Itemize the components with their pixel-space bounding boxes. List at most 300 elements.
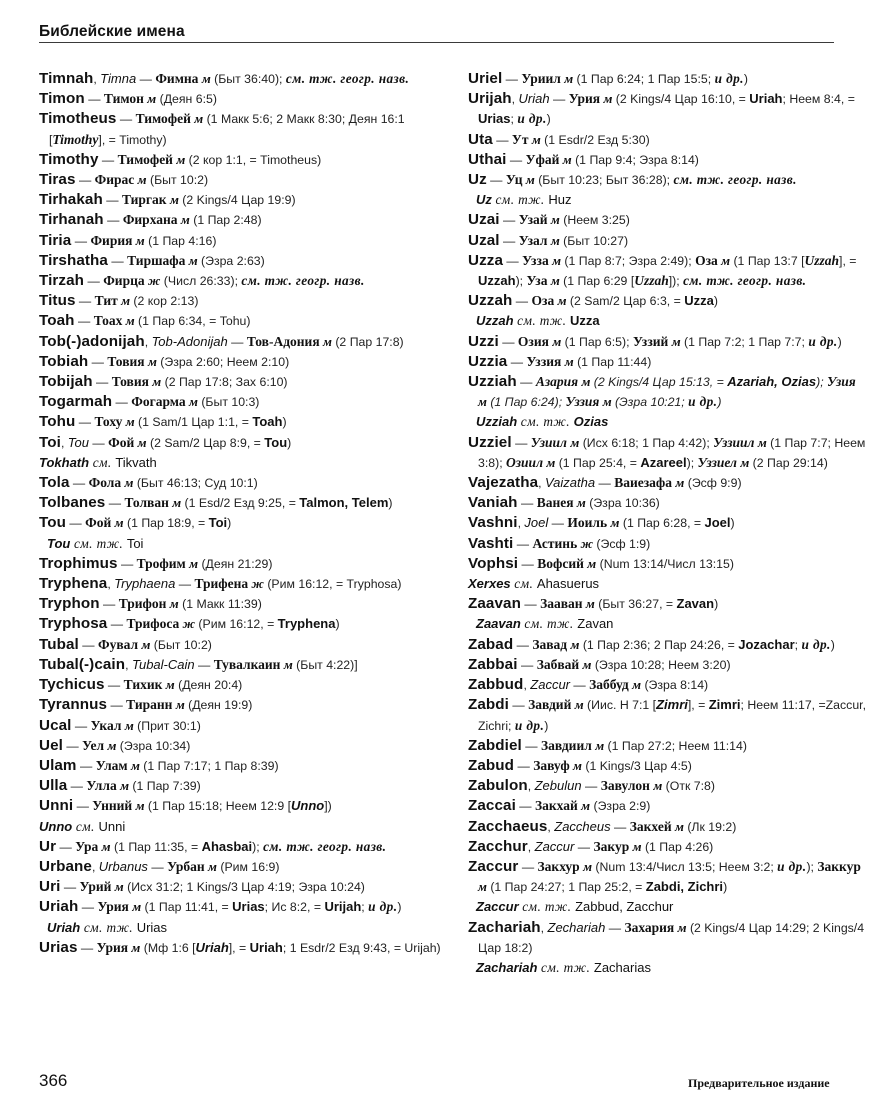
russian-name: Ут bbox=[511, 131, 532, 147]
dictionary-entry bbox=[468, 433, 868, 473]
headword: Tolbanes bbox=[39, 494, 106, 512]
russian-name: Унний bbox=[92, 798, 136, 814]
headword: Tubal bbox=[39, 635, 79, 653]
note-abbreviation: см. тж. геогр. назв. bbox=[285, 71, 410, 86]
headword: Zabbai bbox=[468, 655, 518, 673]
headword: Zachariah bbox=[468, 918, 541, 936]
reference-text: (1 Макк 5:6; 2 Макк 8:30; Деян 16:1 [ bbox=[49, 112, 405, 147]
dictionary-entry bbox=[39, 695, 444, 715]
russian-name: Трофим bbox=[136, 555, 190, 571]
headword: Tryphon bbox=[39, 595, 100, 613]
reference-text: — bbox=[62, 738, 83, 753]
reference-text: — bbox=[499, 213, 519, 228]
reference-text: — bbox=[77, 940, 97, 955]
target-name: Zabbud, Zacchur bbox=[575, 899, 674, 915]
variant-spelling: Uriah bbox=[518, 91, 550, 107]
dictionary-entry bbox=[39, 493, 444, 513]
reference-text: — bbox=[71, 233, 91, 248]
reference-text: — bbox=[498, 334, 518, 349]
headword: Zabbud bbox=[468, 676, 524, 694]
russian-name: Ваиезафа bbox=[614, 475, 676, 491]
reference-text: (1 Пар 6:28, = bbox=[619, 516, 705, 531]
russian-name: Толван bbox=[124, 495, 173, 511]
gender-marker: м bbox=[124, 475, 134, 491]
gender-marker: м bbox=[180, 212, 190, 228]
headword: Uzzi bbox=[468, 332, 499, 350]
reference-text: (1 Пар 2:36; 2 Пар 24:26, = bbox=[579, 637, 739, 652]
headword-italic: Uzziah bbox=[476, 414, 521, 430]
dictionary-entry bbox=[39, 291, 444, 311]
gender-marker: м bbox=[194, 111, 204, 127]
reference-text: — bbox=[175, 577, 195, 592]
headword: Timotheus bbox=[39, 110, 117, 128]
headword: Zaccai bbox=[468, 797, 516, 815]
headword-italic: Tou bbox=[47, 535, 74, 551]
reference-text: — bbox=[548, 516, 568, 531]
reference-text: — bbox=[75, 173, 95, 188]
bracketed-variant: Uzzah bbox=[804, 252, 840, 268]
headword: Tola bbox=[39, 474, 70, 492]
russian-name: Трифон bbox=[118, 596, 170, 612]
reference-text: — bbox=[513, 536, 533, 551]
reference-text: — bbox=[75, 294, 95, 309]
cross-reference-entry bbox=[39, 817, 444, 837]
reference-text: — bbox=[227, 334, 247, 349]
dictionary-entry bbox=[39, 776, 444, 796]
russian-name: Заббуд bbox=[589, 677, 633, 693]
dictionary-entry bbox=[468, 857, 868, 897]
gender-marker: ж bbox=[148, 273, 161, 289]
dictionary-entry bbox=[468, 332, 868, 352]
bracketed-variant: Uzzah bbox=[634, 273, 669, 289]
dictionary-entry bbox=[468, 796, 868, 816]
cross-reference: Jozachar bbox=[738, 636, 795, 652]
gender-marker: м bbox=[550, 232, 560, 248]
gender-marker: м bbox=[582, 656, 592, 672]
russian-name: Фогарма bbox=[131, 394, 189, 410]
reference-text: (2 Пар 17:8; Зах 6:10) bbox=[161, 375, 288, 390]
headword: Vophsi bbox=[468, 554, 519, 572]
dictionary-entry bbox=[468, 817, 868, 837]
gender-marker: м bbox=[114, 879, 124, 895]
reference-text: (1 Пар 4:26) bbox=[641, 839, 714, 854]
headword: Tryphosa bbox=[39, 615, 108, 633]
headword: Titus bbox=[39, 292, 76, 310]
variant-spelling: Zaccur bbox=[534, 838, 575, 854]
gender-marker: м bbox=[169, 192, 179, 208]
see-also-label: см. тж. bbox=[524, 616, 578, 632]
reference-text: ) bbox=[287, 435, 292, 450]
dictionary-entry bbox=[39, 433, 444, 453]
reference-text: , bbox=[540, 920, 548, 935]
cross-reference: Urijah bbox=[324, 899, 362, 915]
gender-marker: ж bbox=[580, 535, 593, 551]
reference-text: (1 Пар 6:5); bbox=[561, 334, 633, 349]
dictionary-entry bbox=[468, 736, 868, 756]
reference-text: ; Неем 8:4, = bbox=[782, 92, 855, 107]
headword: Tirhakah bbox=[39, 191, 103, 209]
gender-marker: м bbox=[131, 939, 141, 955]
headword: Zabdi bbox=[468, 696, 509, 714]
russian-name: Тоах bbox=[93, 313, 126, 329]
reference-text: (Быт 46:13; Суд 10:1) bbox=[133, 476, 258, 491]
russian-name: Урий bbox=[79, 879, 115, 895]
headword: Uzza bbox=[468, 251, 504, 269]
reference-text: (Быт 10:2) bbox=[150, 637, 212, 652]
gender-marker: м bbox=[562, 151, 572, 167]
note-abbreviation: см. тж. геогр. назв. bbox=[683, 273, 807, 289]
reference-text: (2 Kings/4 Цар 16:10, = bbox=[612, 92, 750, 107]
cross-reference-entry bbox=[468, 190, 868, 210]
cross-reference: Unno bbox=[291, 798, 325, 814]
russian-name: Урбан bbox=[167, 858, 209, 874]
russian-name: Урия bbox=[97, 899, 133, 915]
headword: Uzziel bbox=[468, 433, 512, 451]
russian-name: Товия bbox=[107, 353, 148, 369]
reference-text: (Эзра 8:14) bbox=[641, 678, 709, 693]
headword: Zacchur bbox=[468, 837, 528, 855]
reference-text: — bbox=[518, 859, 538, 874]
russian-name: Уззия bbox=[526, 353, 565, 369]
reference-text: (Эсф 9:9) bbox=[684, 476, 742, 491]
reference-text: (1 Kings/3 Цар 4:5) bbox=[581, 758, 692, 773]
reference-text: — bbox=[66, 516, 86, 531]
reference-text: (Быт 10:3) bbox=[197, 395, 260, 410]
reference-text: (1 Пар 2:48) bbox=[189, 213, 262, 228]
dictionary-entry bbox=[468, 251, 868, 291]
russian-name: Ванея bbox=[536, 495, 577, 511]
russian-name: Тимофей bbox=[117, 151, 177, 167]
gender-marker: м bbox=[478, 394, 487, 410]
dictionary-entry bbox=[39, 897, 444, 917]
gender-marker: м bbox=[546, 454, 556, 470]
cross-reference: Tryphena bbox=[277, 616, 336, 632]
russian-name: Закхур bbox=[537, 858, 584, 874]
gender-marker: ж bbox=[182, 616, 196, 632]
reference-text: — bbox=[104, 678, 124, 693]
headword: Tirzah bbox=[39, 272, 85, 290]
reference-text: — bbox=[581, 779, 601, 794]
gender-marker: м bbox=[675, 475, 685, 491]
reference-text: — bbox=[516, 375, 536, 390]
headword-italic: Xerxes bbox=[468, 576, 515, 592]
reference-text: (1 Пар 6:34, = Tohu) bbox=[134, 314, 251, 329]
gender-marker: м bbox=[101, 838, 111, 854]
cross-reference: Azariah, Ozias bbox=[727, 374, 817, 390]
russian-name: Тоху bbox=[94, 414, 126, 430]
gender-marker: м bbox=[169, 596, 179, 612]
russian-name: Узиил bbox=[530, 434, 571, 450]
russian-name: Закхей bbox=[629, 818, 675, 834]
reference-text: , bbox=[91, 859, 99, 874]
dictionary-entry bbox=[468, 69, 868, 89]
reference-text: — bbox=[56, 839, 76, 854]
russian-name: Узай bbox=[518, 212, 551, 228]
headword: Vashni bbox=[468, 514, 518, 532]
see-also-label: см. тж. bbox=[522, 899, 576, 915]
reference-text: ) bbox=[713, 294, 718, 309]
reference-text: ) bbox=[397, 900, 402, 915]
reference-text: — bbox=[595, 476, 615, 491]
russian-name: Улла bbox=[86, 778, 121, 794]
reference-text: (Деян 21:29) bbox=[198, 556, 273, 571]
gender-marker: м bbox=[125, 313, 135, 329]
cross-reference: Uriah bbox=[195, 939, 229, 955]
reference-text: , bbox=[511, 92, 519, 107]
reference-text: (Рим 16:12, = bbox=[195, 617, 278, 632]
reference-text: — bbox=[74, 314, 94, 329]
left-column bbox=[39, 69, 444, 958]
reference-text: (1 Пар 8:7; Эзра 2:49); bbox=[561, 253, 696, 268]
note-abbreviation: и др. bbox=[517, 111, 547, 127]
gender-marker: м bbox=[585, 596, 595, 612]
gender-marker: м bbox=[550, 273, 560, 289]
reference-text: (Эзра 2:9) bbox=[590, 799, 651, 814]
reference-text: ) bbox=[388, 496, 393, 511]
gender-marker: м bbox=[135, 232, 145, 248]
dictionary-entry bbox=[468, 210, 868, 230]
dictionary-entry bbox=[468, 695, 868, 735]
reference-text: — bbox=[89, 435, 109, 450]
russian-name: Фирца bbox=[103, 273, 148, 289]
gender-marker: м bbox=[176, 151, 186, 167]
reference-text: (2 Sam/2 Цар 6:3, = bbox=[566, 294, 685, 309]
see-also-label: см. тж. bbox=[541, 959, 594, 975]
reference-text: (1 Пар 25:4, = bbox=[555, 455, 641, 470]
gender-marker: м bbox=[557, 293, 567, 309]
reference-text: (1 Пар 24:27; 1 Пар 25:2, = bbox=[486, 880, 646, 895]
headword: Toi bbox=[39, 433, 61, 451]
dictionary-entry bbox=[468, 594, 868, 614]
headword: Urijah bbox=[468, 90, 512, 108]
reference-text: ) bbox=[723, 880, 728, 895]
reference-text: (1 Пар 15:18; Неем 12:9 [ bbox=[144, 799, 291, 814]
russian-name: Оза bbox=[695, 252, 722, 268]
gender-marker: м bbox=[130, 757, 140, 773]
dictionary-entry bbox=[39, 372, 444, 392]
variant-spelling: Zaccheus bbox=[554, 818, 611, 834]
reference-text: ) bbox=[743, 72, 748, 86]
reference-text: ); bbox=[816, 375, 824, 390]
headword: Toah bbox=[39, 312, 75, 330]
headword: Uzai bbox=[468, 211, 500, 229]
cross-reference: Uriah bbox=[749, 91, 783, 107]
dictionary-entry bbox=[468, 89, 868, 129]
reference-text: (1 Sam/1 Цар 1:1, = bbox=[134, 415, 253, 430]
russian-name: Заккур bbox=[817, 858, 861, 874]
headword-italic: Zaccur bbox=[476, 899, 523, 915]
headword: Tohu bbox=[39, 413, 76, 431]
variant-spelling: Zebulun bbox=[534, 778, 582, 794]
headword: Unni bbox=[39, 797, 74, 815]
russian-name: Уфай bbox=[525, 151, 563, 167]
headword: Urias bbox=[39, 938, 78, 956]
headword: Uta bbox=[468, 130, 493, 148]
reference-text: , bbox=[144, 334, 152, 349]
gender-marker: м bbox=[602, 394, 612, 410]
headword: Vashti bbox=[468, 534, 514, 552]
cross-reference: Talmon, Telem bbox=[299, 495, 389, 511]
headword: Uri bbox=[39, 878, 61, 896]
reference-text: — bbox=[71, 718, 91, 733]
reference-text: (Быт 36:27, = bbox=[594, 597, 677, 612]
reference-text: ; bbox=[510, 112, 518, 127]
target-name: Toi bbox=[126, 535, 144, 551]
reference-text: (Рим 16:9) bbox=[216, 859, 280, 874]
russian-name: Уззиил bbox=[713, 434, 758, 450]
headword-italic: Unno bbox=[39, 818, 76, 834]
headword: Zaavan bbox=[468, 595, 521, 613]
reference-text: — bbox=[512, 294, 532, 309]
gender-marker: м bbox=[147, 353, 157, 369]
reference-text: — bbox=[509, 698, 529, 713]
reference-text: (2 Пар 17:8) bbox=[331, 334, 404, 349]
cross-reference: Uzzah bbox=[478, 273, 516, 289]
dictionary-entry bbox=[39, 89, 444, 109]
cross-reference: Urias bbox=[232, 899, 265, 915]
gender-marker: м bbox=[573, 757, 582, 773]
gender-marker: м bbox=[165, 677, 175, 693]
russian-name: Завад bbox=[532, 636, 571, 652]
gender-marker: м bbox=[632, 677, 642, 693]
cross-reference-entry bbox=[468, 958, 868, 978]
cross-reference-entry bbox=[39, 534, 444, 554]
headword: Timnah bbox=[39, 70, 94, 87]
headword: Zabud bbox=[468, 756, 515, 774]
headword: Zabdiel bbox=[468, 736, 522, 754]
headword: Vaniah bbox=[468, 494, 518, 512]
reference-text: — bbox=[92, 375, 112, 390]
gender-marker: м bbox=[721, 252, 731, 268]
note-abbreviation: и др. bbox=[688, 394, 718, 410]
gender-marker: м bbox=[124, 717, 134, 733]
reference-text: , bbox=[93, 72, 101, 86]
russian-name: Завдиил bbox=[541, 737, 596, 753]
gender-marker: м bbox=[757, 434, 767, 450]
reference-text: , bbox=[60, 435, 68, 450]
gender-marker: м bbox=[189, 394, 198, 410]
reference-text: (2 Kings/4 Цар 14:29; 2 Kings/4 Цар 18:2) bbox=[478, 920, 865, 955]
dictionary-entry bbox=[468, 170, 868, 190]
gender-marker: ж bbox=[251, 576, 264, 592]
reference-text: — bbox=[610, 819, 630, 834]
headword: Zaccur bbox=[468, 857, 519, 875]
reference-text: ) bbox=[837, 334, 842, 349]
note-abbreviation: и др. bbox=[777, 858, 807, 874]
gender-marker: м bbox=[574, 697, 584, 713]
dictionary-entry bbox=[39, 150, 444, 170]
russian-name: Ура bbox=[75, 838, 102, 854]
cross-reference-entry bbox=[468, 311, 868, 331]
reference-text: — bbox=[514, 758, 534, 773]
reference-text: (1 Макк 11:39) bbox=[178, 597, 262, 612]
cross-reference: Ozias bbox=[573, 414, 609, 430]
reference-text: — bbox=[84, 92, 104, 107]
target-name: Zavan bbox=[577, 616, 614, 632]
cross-reference: Zimri bbox=[708, 697, 741, 713]
reference-text: , bbox=[517, 516, 525, 531]
reference-text: (1 Пар 11:41, = bbox=[141, 900, 233, 915]
variant-spelling: Tubal-Cain bbox=[131, 656, 195, 672]
headword: Tychicus bbox=[39, 676, 105, 694]
dictionary-entry bbox=[468, 655, 868, 675]
reference-text: (Лк 19:2) bbox=[683, 819, 737, 834]
note-abbreviation: см. тж. геогр. назв. bbox=[673, 172, 797, 188]
headword: Tiras bbox=[39, 171, 76, 189]
see-also-label: см. тж. bbox=[520, 414, 574, 430]
dictionary-entry bbox=[39, 716, 444, 736]
gender-marker: м bbox=[740, 454, 750, 470]
headword-italic: Zachariah bbox=[476, 959, 542, 975]
reference-text: ) bbox=[730, 516, 735, 531]
reference-text: ) bbox=[335, 617, 340, 632]
reference-text: (Отк 7:8) bbox=[662, 779, 715, 794]
reference-text: , bbox=[527, 779, 535, 794]
cross-reference-entry bbox=[468, 897, 868, 917]
reference-text: — bbox=[117, 556, 137, 571]
reference-text: ; bbox=[794, 637, 802, 652]
dictionary-entry bbox=[468, 513, 868, 533]
gender-marker: м bbox=[610, 515, 620, 531]
gender-marker: м bbox=[201, 71, 211, 86]
gender-marker: м bbox=[283, 656, 293, 672]
russian-name: Вофсий bbox=[537, 555, 588, 571]
gender-marker: м bbox=[120, 778, 129, 794]
reference-text: — bbox=[116, 112, 136, 127]
headword: Uzzia bbox=[468, 352, 508, 370]
gender-marker: м bbox=[175, 697, 185, 713]
gender-marker: м bbox=[137, 434, 147, 450]
variant-spelling: Tou bbox=[67, 434, 90, 450]
cross-reference: Joel bbox=[704, 515, 731, 531]
headword: Tryphena bbox=[39, 575, 108, 593]
dictionary-entry bbox=[468, 554, 868, 574]
reference-text: , bbox=[538, 476, 545, 491]
reference-text: (1 Пар 27:2; Неем 11:14) bbox=[604, 738, 747, 753]
reference-text: — bbox=[517, 496, 537, 511]
dictionary-entry bbox=[39, 170, 444, 190]
russian-name: Тимофей bbox=[135, 111, 195, 127]
gender-marker: м bbox=[478, 879, 487, 895]
reference-text: — bbox=[84, 274, 104, 289]
see-also-label: см. тж. bbox=[495, 192, 549, 208]
russian-name: Фола bbox=[88, 475, 125, 491]
reference-text: — bbox=[507, 354, 527, 369]
reference-text: (1 Пар 11:44) bbox=[573, 354, 652, 369]
russian-name: Трифоса bbox=[126, 616, 183, 632]
gender-marker: м bbox=[581, 798, 591, 814]
reference-text: (2 Sam/2 Цар 8:9, = bbox=[146, 435, 265, 450]
russian-name: Иоиль bbox=[567, 515, 611, 531]
reference-text: (Быт 10:23; Быт 36:28); bbox=[534, 173, 674, 188]
headword-italic: Uz bbox=[476, 192, 496, 208]
dictionary-entry bbox=[39, 594, 444, 614]
cross-reference: Zimri bbox=[656, 697, 688, 713]
russian-name: Уриил bbox=[521, 71, 565, 86]
reference-text: , bbox=[527, 839, 535, 854]
reference-text: — bbox=[75, 415, 95, 430]
reference-text: (Эзра 10:34) bbox=[116, 738, 191, 753]
dictionary-entry bbox=[39, 332, 444, 352]
gender-marker: м bbox=[570, 434, 580, 450]
reference-text: (1 Пар 7:7; Неем 3:8); bbox=[478, 435, 866, 470]
gender-marker: м bbox=[581, 374, 591, 390]
gender-marker: м bbox=[125, 414, 135, 430]
reference-text: (Деян 6:5) bbox=[156, 92, 217, 107]
headword: Uzal bbox=[468, 231, 500, 249]
dictionary-entry bbox=[468, 372, 868, 412]
russian-name: Уц bbox=[505, 172, 526, 188]
